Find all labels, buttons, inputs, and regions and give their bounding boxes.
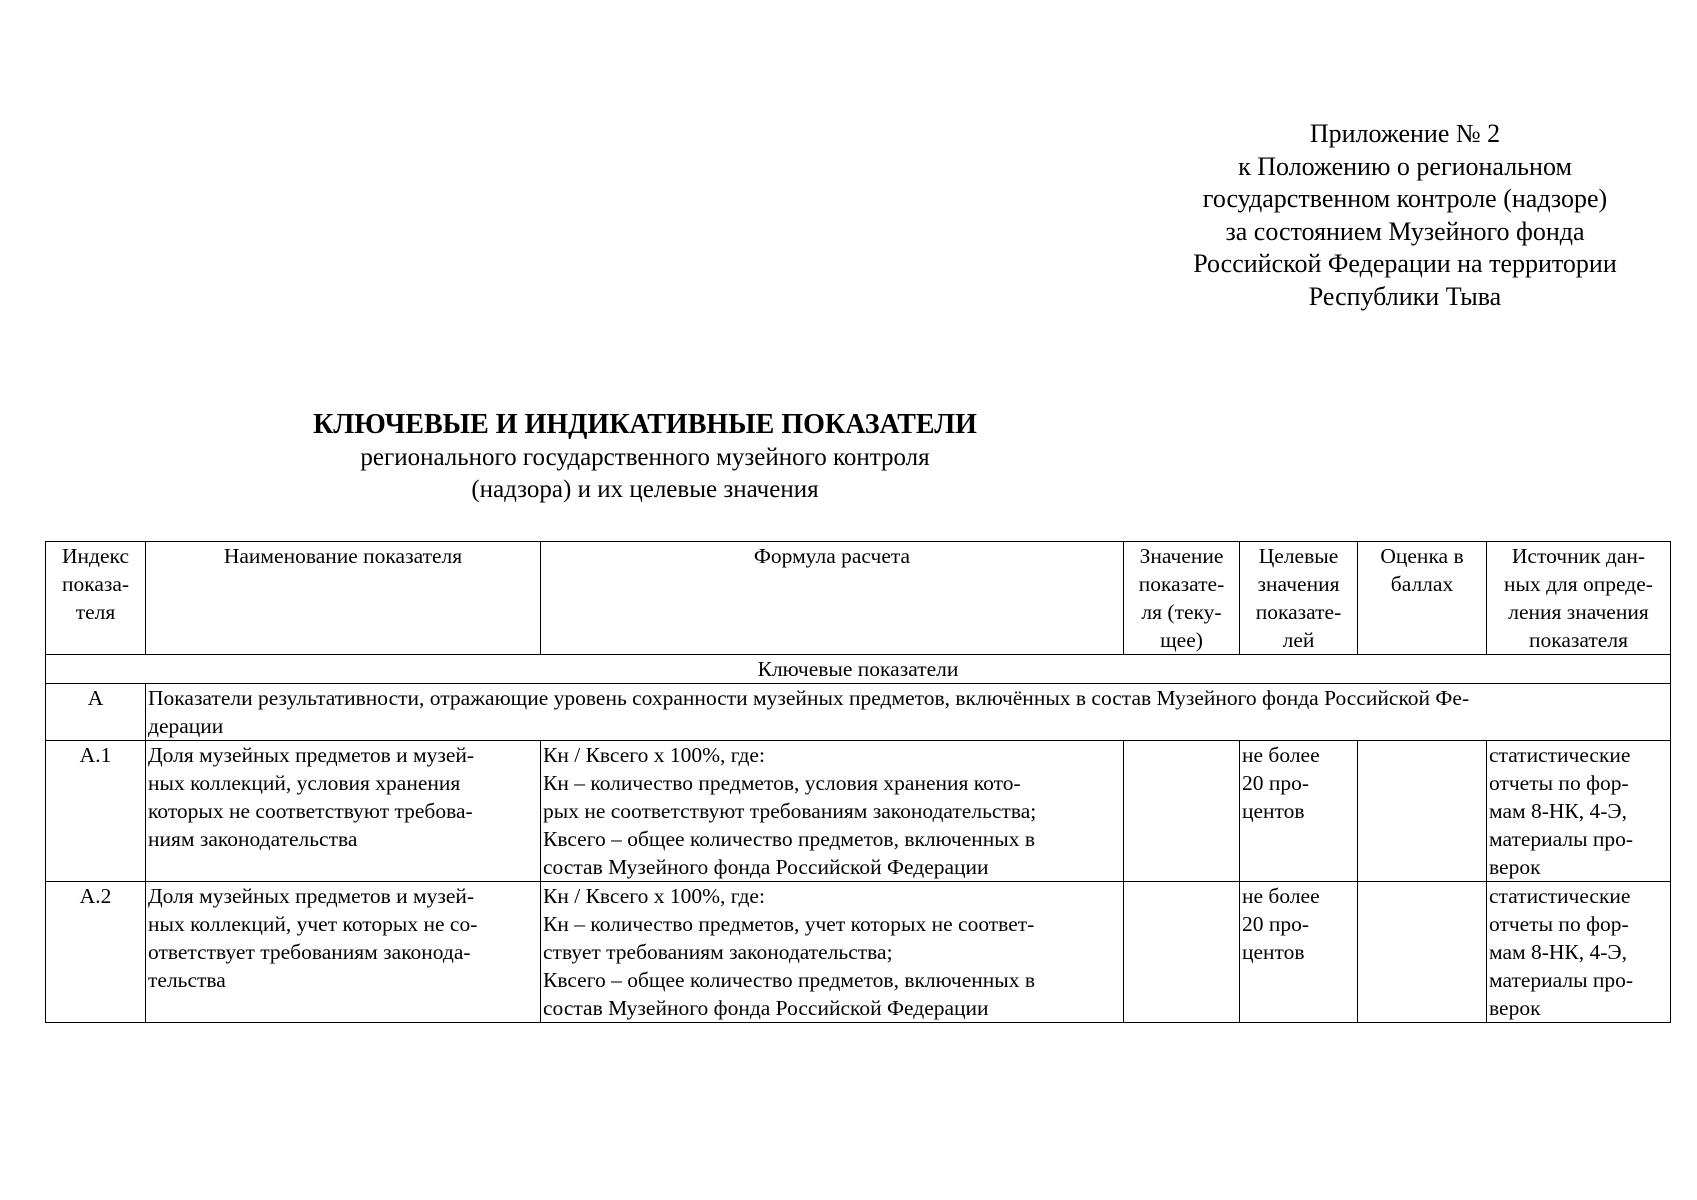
- row-index: А.2: [46, 882, 146, 1023]
- row-current-value: [1124, 882, 1240, 1023]
- row-source: статистические отчеты по фор- мам 8-НК, 4-Э, материалы про- верок: [1487, 882, 1671, 1023]
- title-sub-line: (надзора) и их целевые значения: [471, 476, 819, 503]
- title-main: КЛЮЧЕВЫЕ И ИНДИКАТИВНЫЕ ПОКАЗАТЕЛИ: [313, 409, 977, 440]
- document-title: [40, 408, 1250, 506]
- header-target-value: Целевые значения показате- лей: [1240, 542, 1358, 655]
- appendix-line: Российской Федерации на территории: [1193, 249, 1617, 278]
- row-name: Доля музейных предметов и музей- ных коллекций, условия хранения которых не соответствуют требова- ниям законодательства: [146, 741, 541, 882]
- header-row: [46, 542, 1671, 655]
- appendix-line: к Положению о региональном: [1238, 151, 1572, 181]
- appendix-line: государственном контроле (надзоре): [1202, 184, 1608, 213]
- row-score: [1358, 741, 1487, 882]
- group-row: [46, 684, 1671, 741]
- row-name: Доля музейных предметов и музей- ных коллекций, учет которых не со- ответствует требованиям законода- тельства: [146, 882, 541, 1023]
- section-row: [46, 655, 1671, 684]
- group-index: А: [46, 684, 146, 741]
- row-formula: Кн / Квсего х 100%, где: Кн – количество предметов, учет которых не соответ- ствует требованиям законодательства; Квсего – общее количество предметов, включенных в состав Музейного фонда Российской Федерации: [541, 882, 1124, 1023]
- header-name: Наименование показателя: [146, 542, 541, 655]
- row-target-value: не более 20 про- центов: [1240, 882, 1358, 1023]
- header-current-value: Значение показате- ля (теку- щее): [1124, 542, 1240, 655]
- appendix-line: Приложение № 2: [1309, 119, 1501, 148]
- row-formula: Кн / Квсего х 100%, где: Кн – количество предметов, условия хранения кото- рых не соответствуют требованиям законодательства; Квсего – общее количество предметов, включенных в состав Музейного фонда Российской Федерации: [541, 741, 1124, 882]
- header-index: Индекс показа- теля: [46, 542, 146, 655]
- table-row: [46, 882, 1671, 1023]
- row-current-value: [1124, 741, 1240, 882]
- group-text: Показатели результативности, отражающие уровень сохранности музейных предметов, включённых в состав Музейного фонда Российской Фе- дерации: [146, 684, 1671, 741]
- header-formula: Формула расчета: [541, 542, 1124, 655]
- appendix-note: [1150, 118, 1660, 313]
- header-source: Источник дан- ных для опреде- ления значения показателя: [1487, 542, 1671, 655]
- row-index: А.1: [46, 741, 146, 882]
- appendix-line: за состоянием Музейного фонда: [1225, 216, 1585, 246]
- indicators-table: [45, 541, 1671, 1023]
- section-title: Ключевые показатели: [46, 655, 1671, 684]
- header-score: Оценка в баллах: [1358, 542, 1487, 655]
- appendix-line: Республики Тыва: [1308, 281, 1502, 311]
- row-score: [1358, 882, 1487, 1023]
- row-source: статистические отчеты по фор- мам 8-НК, 4-Э, материалы про- верок: [1487, 741, 1671, 882]
- title-sub-line: регионального государственного музейного контроля: [360, 444, 930, 471]
- table-row: [46, 741, 1671, 882]
- row-target-value: не более 20 про- центов: [1240, 741, 1358, 882]
